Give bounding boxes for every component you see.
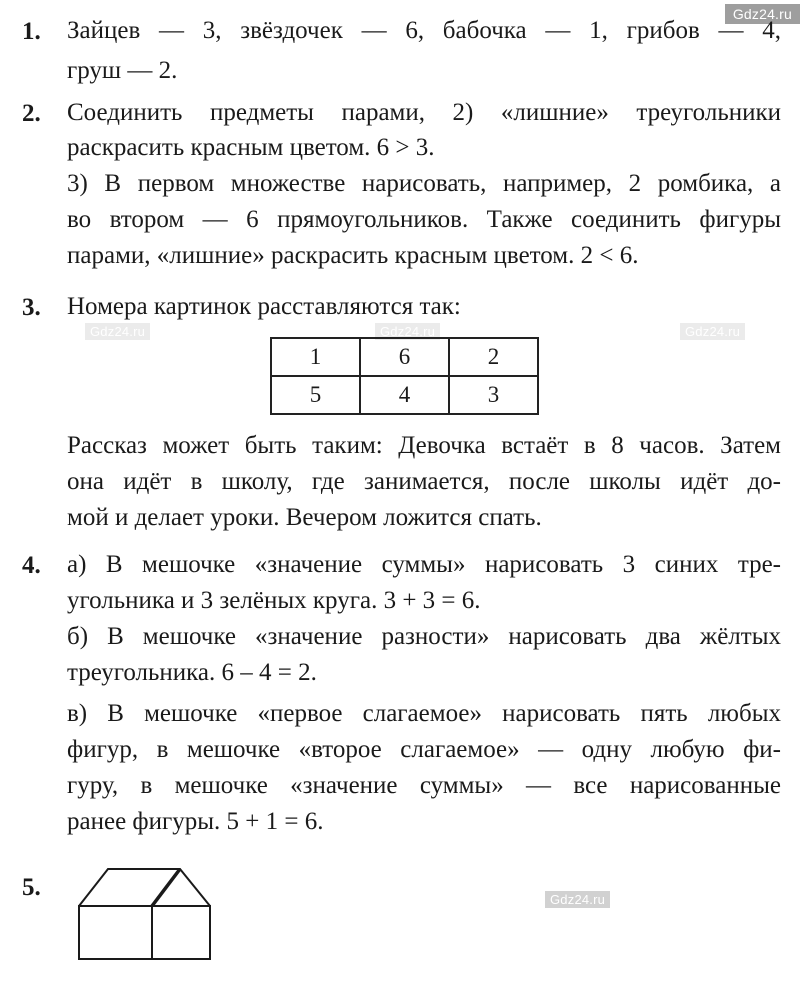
watermark: Gdz24.ru bbox=[680, 323, 745, 340]
watermark-top: Gdz24.ru bbox=[725, 4, 800, 24]
task-2-line-4: во втором — 6 прямоугольников. Также соединить фигуры bbox=[67, 206, 781, 233]
house-figure bbox=[76, 866, 216, 962]
task-2-line-1: Соединить предметы парами, 2) «лишние» треугольники bbox=[67, 99, 781, 126]
table-row bbox=[271, 338, 538, 376]
table-cell: 3 bbox=[449, 376, 538, 414]
table-cell: 2 bbox=[449, 338, 538, 376]
house-roof bbox=[79, 869, 210, 906]
task-1-line-1: Зайцев — 3, звёздочек — 6, бабочка — 1, грибов — 4, bbox=[67, 17, 781, 44]
task-4-number: 4. bbox=[22, 552, 41, 579]
table-row bbox=[271, 376, 538, 414]
task-3-story-line-3: мой и делает уроки. Вечером ложится спать. bbox=[67, 504, 542, 531]
picture-order-table bbox=[270, 337, 539, 415]
task-2-line-5: парами, «лишние» раскрасить красным цветом. 2 < 6. bbox=[67, 242, 639, 269]
watermark: Gdz24.ru bbox=[375, 323, 440, 340]
task-4-b-line-1: б) В мешочке «значение разности» нарисовать два жёлтых bbox=[67, 623, 781, 650]
task-4-c-line-3: гуру, в мешочке «значение суммы» — все нарисованные bbox=[67, 772, 781, 799]
task-4-c-line-2: фигур, в мешочке «второе слагаемое» — одну любую фи- bbox=[67, 736, 781, 763]
task-2-line-2: раскрасить красным цветом. 6 > 3. bbox=[67, 134, 435, 161]
task-3-number: 3. bbox=[22, 294, 41, 321]
task-3-story-line-2: она идёт в школу, где занимается, после школы идёт до- bbox=[67, 468, 781, 495]
watermark: Gdz24.ru bbox=[85, 323, 150, 340]
task-3-intro: Номера картинок расставляются так: bbox=[67, 293, 461, 320]
table-cell: 5 bbox=[271, 376, 360, 414]
house-roof-diagonal bbox=[152, 869, 180, 906]
task-2-line-3: 3) В первом множестве нарисовать, например, 2 ромбика, а bbox=[67, 170, 781, 197]
task-3-story-line-1: Рассказ может быть таким: Девочка встаёт в 8 часов. Затем bbox=[67, 432, 781, 459]
task-4-a-line-1: а) В мешочке «значение суммы» нарисовать 3 синих тре- bbox=[67, 551, 781, 578]
task-5-number: 5. bbox=[22, 874, 41, 901]
task-4-b-line-2: треугольника. 6 – 4 = 2. bbox=[67, 659, 317, 686]
task-4-c-line-1: в) В мешочке «первое слагаемое» нарисовать пять любых bbox=[67, 700, 781, 727]
task-1-line-2: груш — 2. bbox=[67, 57, 178, 84]
task-4-a-line-2: угольника и 3 зелёных круга. 3 + 3 = 6. bbox=[67, 587, 481, 614]
table-cell: 1 bbox=[271, 338, 360, 376]
task-1-number: 1. bbox=[22, 18, 41, 45]
table-cell: 4 bbox=[360, 376, 449, 414]
task-2-number: 2. bbox=[22, 100, 41, 127]
watermark: Gdz24.ru bbox=[545, 891, 610, 908]
task-4-c-line-4: ранее фигуры. 5 + 1 = 6. bbox=[67, 808, 324, 835]
house-walls bbox=[79, 906, 210, 959]
table-cell: 6 bbox=[360, 338, 449, 376]
